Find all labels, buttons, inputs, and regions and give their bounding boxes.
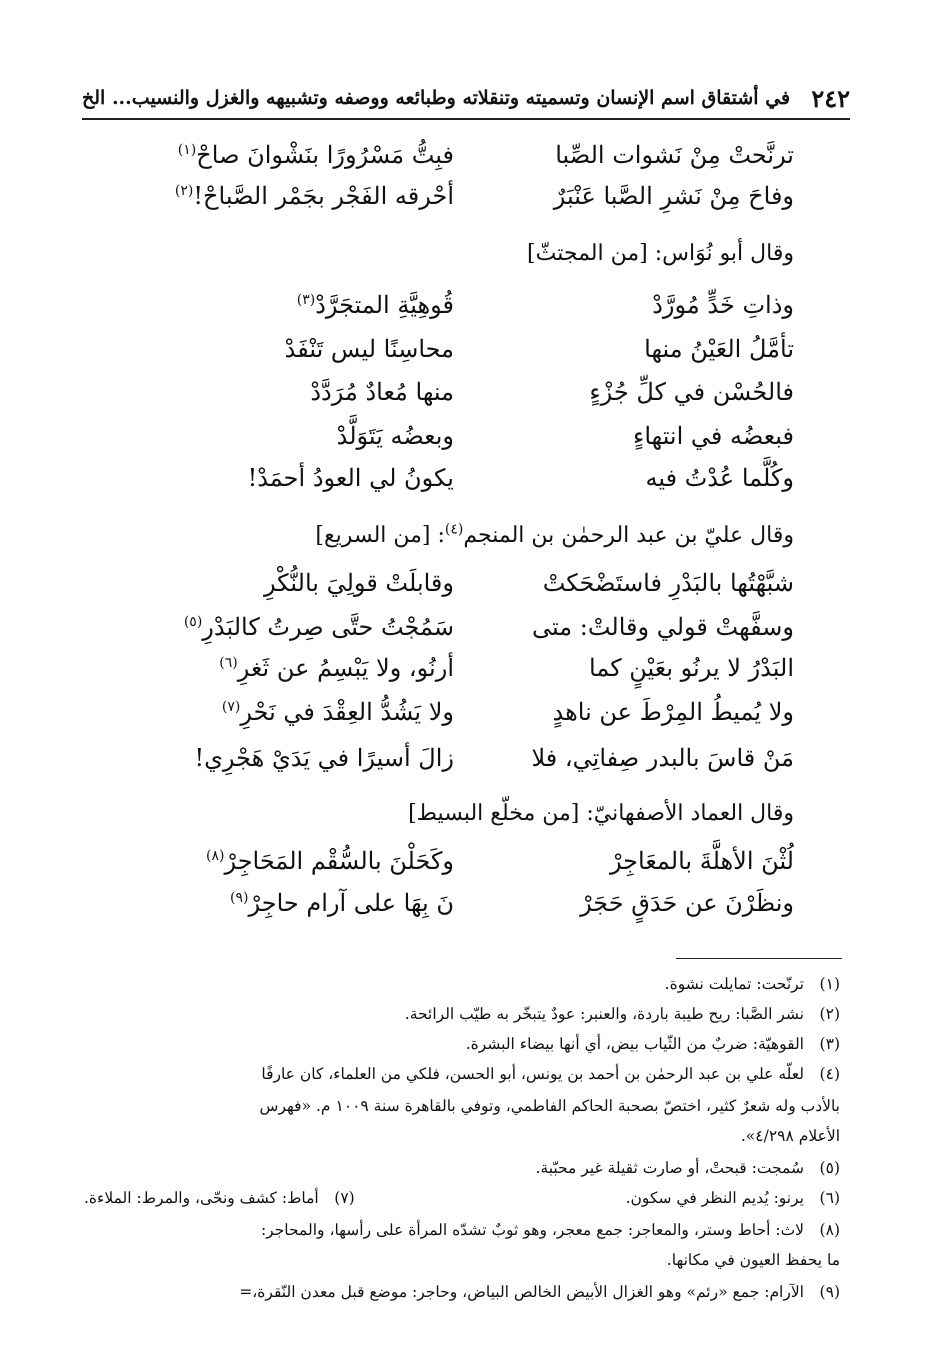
footnote-marker[interactable]: (٧): [221, 699, 241, 715]
verse-first-hemistich: وذاتِ خَدٍّ مُورَّدْ: [652, 291, 794, 319]
footnote: [84, 1030, 840, 1058]
verse-first-hemistich: لُثْنَ الأهلَّةَ بالمعَاجِرْ: [609, 847, 794, 875]
verse-second-hemistich: أحْرقه الفَجْر بجَمْر الصَّباحْ!$^{(٢)}$: [174, 182, 454, 210]
footnote-number: (٥): [819, 1159, 840, 1177]
footnote-number: (٢): [819, 1005, 840, 1023]
verse-second-hemistich: فبِتُّ مَسْرُورًا بنَشْوانَ صاحْ$^{(١)}$: [177, 141, 454, 169]
verse-second-hemistich: ولا يَشُدُّ العِقْدَ في نَحْرِ$^{(٧)}$: [221, 698, 454, 726]
verse-second-hemistich: نَ بِهَا على آرام حاجِرْ$^{(٩)}$: [230, 889, 454, 917]
verse-line: [82, 173, 850, 219]
verse-second-hemistich: قُوهِيَّةِ المتجَرَّدْ$^{(٣)}$: [296, 291, 454, 319]
footnote-number: (٩): [819, 1283, 840, 1301]
footnote-marker[interactable]: (٩): [230, 890, 249, 906]
verse-first-hemistich: تأمَّلُ العَيْنُ منها: [644, 335, 794, 363]
footnote-marker[interactable]: (٥): [183, 614, 203, 630]
verse-second-hemistich: محاسِنًا ليس تَنْفَدْ: [284, 335, 454, 363]
footnote-text: يرنو: يُديم النظر في سكون.: [625, 1189, 804, 1207]
page-header: [82, 78, 850, 120]
poem-intro: وقال عليّ بن عبد الرحمٰن بن المنجم$^{(٤)}$: [من السريع]: [315, 521, 794, 548]
footnote-number: (٧): [334, 1189, 355, 1207]
footnote: [84, 1154, 840, 1182]
verse-line: [82, 735, 850, 781]
footnote-text: لاث: أحاط وستر، والمعاجر: جمع معجر، وهو ثوبٌ تشدّه المرأة على رأسها، والمحاجر:: [260, 1221, 804, 1239]
footnote-marker[interactable]: (٢): [174, 183, 194, 199]
footnote-marker[interactable]: (٨): [205, 848, 225, 864]
page-number: ٢٤٢: [811, 83, 850, 113]
footnote-divider: [676, 958, 842, 959]
verse-first-hemistich: وفاحَ مِنْ نَشرِ الصَّبا عَنْبَرٌ: [553, 182, 794, 210]
footnote-text: القوهيّة: ضربٌ من الثّياب بيض، أي أنها بيضاء البشرة.: [465, 1035, 804, 1053]
footnote-text: سُمجت: قبحتْ، أو صارت ثقيلة غير محبّبة.: [535, 1159, 804, 1177]
verse-first-hemistich: فبعضُه في انتهاءٍ: [633, 422, 794, 450]
footnote-number: (١): [819, 975, 840, 993]
running-title: في أشتقاق اسم الإنسان وتسميته وتنقلاته وطبائعه ووصفه وتشبيهه والغزل والنسيب... الخ: [82, 87, 791, 109]
footnote-text: نشر الصَّبا: ريح طيبة باردة، والعنبر: عودٌ يتبخّر به طيّب الرائحة.: [404, 1005, 804, 1023]
verse-second-hemistich: يكونُ لي العودُ أحمَدْ!: [247, 464, 454, 492]
verse-first-hemistich: البَدْرُ لا يرنُو بعَيْنٍ كما: [589, 654, 794, 682]
footnote-number: (٣): [819, 1035, 840, 1053]
verse-second-hemistich: وبعضُه يَتَوَلَّدْ: [336, 422, 454, 450]
footnote-number: (٨): [819, 1221, 840, 1239]
verse-line: [82, 455, 850, 501]
verse-second-hemistich: وقابلَتْ قولِيَ بالنُّكْرِ: [263, 569, 454, 597]
footnote-number: (٤): [819, 1065, 840, 1083]
verse-line: [82, 880, 850, 926]
verse-first-hemistich: ولا يُميطُ المِرْطَ عن ناهدٍ: [552, 698, 794, 726]
verse-first-hemistich: شبَّهْتُها بالبَدْرِ فاستَضْحَكتْ: [542, 569, 794, 597]
verse-second-hemistich: منها مُعادٌ مُرَدَّدْ: [310, 378, 454, 406]
verse-line: [82, 413, 850, 459]
footnote-continuation: الأعلام ٤/٢٩٨».: [740, 1127, 840, 1145]
verse-line: [82, 560, 850, 606]
footnote: [84, 1278, 840, 1306]
footnote-text: ترنّحت: تمايلت نشوة.: [664, 975, 804, 993]
verse-first-hemistich: وكُلَّما عُدْتُ فيه: [645, 464, 794, 492]
footnote-marker[interactable]: (٣): [296, 292, 316, 308]
footnote-marker[interactable]: (٤): [444, 521, 464, 538]
verse-first-hemistich: ونظَرْنَ عن حَدَقٍ حَجَرْ: [580, 889, 794, 917]
footnote-inline: [84, 1184, 355, 1212]
verse-line: [82, 326, 850, 372]
verse-line: [82, 604, 850, 650]
footnote: [84, 1000, 840, 1028]
verse-second-hemistich: سَمُجْتُ حتَّى صِرتُ كالبَدْرِ$^{(٥)}$: [183, 613, 454, 641]
verse-line: [82, 689, 850, 735]
footnote-marker[interactable]: (٦): [219, 655, 238, 671]
footnote-continuation: بالأدب وله شعرٌ كثير، اختصّ بصحبة الحاكم الفاطمي، وتوفي بالقاهرة سنة ١٠٠٩ م. «فهرس: [259, 1097, 840, 1115]
footnote-text: لعلّه علي بن عبد الرحمٰن بن أحمد بن يونس، أبو الحسن، فلكي من العلماء، كان عارفًا: [261, 1065, 804, 1083]
verse-line: [82, 645, 850, 691]
poem-intro: وقال أبو نُوَاس: [من المجتثّ]: [527, 241, 794, 266]
verse-second-hemistich: وكَحَلْنَ بالسُّقْم المَحَاجِرْ$^{(٨)}$: [205, 847, 454, 875]
verse-first-hemistich: فالحُسْن في كلِّ جُزْءٍ: [589, 378, 794, 406]
footnote-number: (٦): [819, 1189, 840, 1207]
footnote: [84, 1060, 840, 1088]
verse-second-hemistich: أرنُو، ولا يَبْسِمُ عن ثَغرِ$^{(٦)}$: [219, 654, 454, 682]
verse-line: [82, 838, 850, 884]
poem-intro: وقال العماد الأصفهانيّ: [من مخلّع البسيط]: [408, 801, 794, 826]
footnote-marker[interactable]: (١): [177, 142, 197, 158]
footnote: [84, 1216, 840, 1244]
verse-line: [82, 369, 850, 415]
verse-second-hemistich: زالَ أسيرًا في يَدَيْ هَجْرِي!: [194, 744, 454, 772]
verse-first-hemistich: ترنَّحتْ مِنْ نَشوات الصِّبا: [555, 141, 794, 169]
verse-first-hemistich: وسفَّهتْ قولي وقالتْ: متى: [532, 613, 794, 641]
footnote: [84, 1184, 840, 1212]
footnote-continuation: ما يحفظ العيون في مكانها.: [666, 1251, 840, 1269]
footnote-text: الآرام: جمع «رئم» وهو الغزال الأبيض الخالص البياض، وحاجر: موضع قبل معدن النّقرة،=: [239, 1283, 804, 1301]
footnote-text: أماط: كشف ونحّى، والمرط: الملاءة.: [84, 1189, 319, 1207]
verse-first-hemistich: مَنْ قاسَ بالبدر صِفاتِي، فلا: [531, 744, 794, 772]
verse-line: [82, 132, 850, 178]
verse-line: [82, 282, 850, 328]
footnote: [84, 970, 840, 998]
